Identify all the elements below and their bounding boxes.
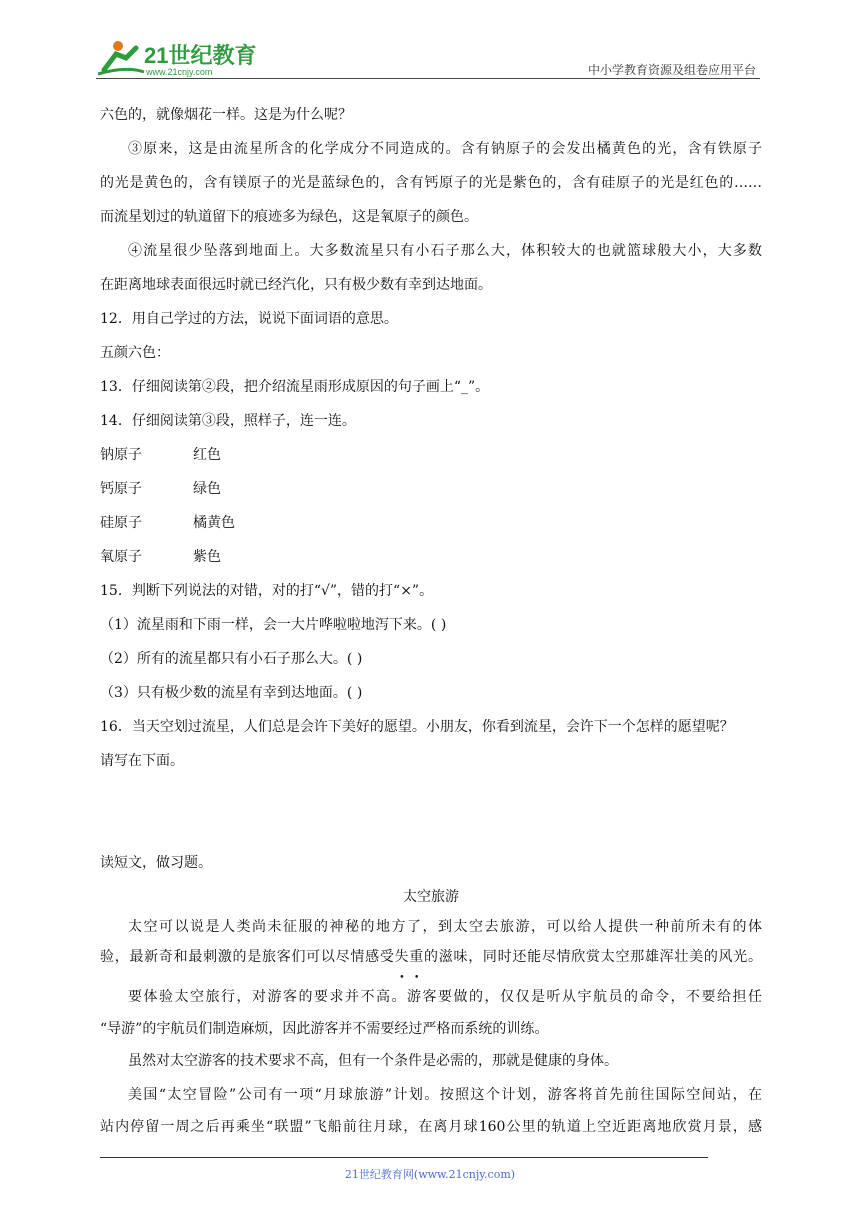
matching-left: 钠原子 [100, 447, 142, 463]
passage-line [100, 940, 762, 974]
passage-line: 虽然对太空游客的技术要求不高，但有一个条件是必需的，那就是健康的身体。 [128, 1053, 618, 1069]
matching-right: 红色 [193, 447, 221, 463]
matching-left: 硅原子 [100, 515, 142, 531]
header-divider [96, 78, 760, 79]
site-logo [96, 36, 266, 78]
logo-url: www.21cnjy.com [146, 67, 213, 77]
passage-line: 美国“太空冒险”公司有一项“月球旅游”计划。按照这个计划，游客将首先前往国际空间站，在 [128, 1087, 762, 1103]
question-15: 15．判断下列说法的对错，对的打“√”，错的打“×”。 [100, 583, 434, 599]
question-15-1: （1）流星雨和下雨一样，会一大片哗啦啦地泻下来。( ) [100, 617, 447, 633]
matching-right: 紫色 [193, 549, 221, 565]
matching-row [100, 472, 762, 506]
passage-title: 太空旅游 [403, 889, 459, 905]
passage-text: 的滋味，同时还能尽情欣赏太空那雄浑壮美的风光。 [424, 949, 763, 965]
passage-line: 要体验太空旅行，对游客的要求并不高。游客要做的，仅仅是听从宇航员的命令，不要给担任 [128, 989, 762, 1005]
passage-line: 太空可以说是人类尚未征服的神秘的地方了，到太空去旅游，可以给人提供一种前所未有的体 [128, 919, 762, 935]
matching-left: 钙原子 [100, 481, 142, 497]
text-line: 的光是黄色的，含有镁原子的光是蓝绿色的，含有钙原子的光是紫色的，含有硅原子的光是红色的…… [100, 175, 762, 191]
matching-row [100, 506, 762, 540]
text-line: ④流星很少坠落到地面上。大多数流星只有小石子那么大，体积较大的也就篮球般大小，大多数 [128, 243, 762, 259]
question-15-2: （2）所有的流星都只有小石子那么大。( ) [100, 651, 363, 667]
footer-divider [100, 1157, 708, 1158]
question-16-cont: 请写在下面。 [100, 753, 184, 769]
matching-row [100, 540, 762, 574]
passage-text: 验，最新奇和最刺激的是旅客们可以尽情感受 [100, 949, 395, 965]
matching-row [100, 438, 762, 472]
passage-line: “导游”的宇航员们制造麻烦，因此游客并不需要经过严格而系统的训练。 [100, 1021, 549, 1037]
question-16: 16．当天空划过流星，人们总是会许下美好的愿望。小朋友，你看到流星，会许下一个怎样的愿望呢？ [100, 719, 734, 735]
matching-right: 橘黄色 [193, 515, 235, 531]
text-line: 六色的，就像烟花一样。这是为什么呢？ [100, 107, 352, 123]
header-platform-text: 中小学教育资源及组卷应用平台 [587, 63, 756, 77]
text-line: ③原来，这是由流星所含的化学成分不同造成的。含有钠原子的会发出橘黄色的光，含有铁原子 [128, 141, 762, 157]
reading-instruction: 读短文，做习题。 [100, 855, 212, 871]
footer-link[interactable]: 21世纪教育网(www.21cnjy.com) [344, 1168, 516, 1181]
text-line: 而流星划过的轨道留下的痕迹多为绿色，这是氧原子的颜色。 [100, 209, 478, 225]
question-12-item: 五颜六色： [100, 345, 170, 361]
matching-right: 绿色 [193, 481, 221, 497]
text-line: 在距离地球表面很远时就已经汽化，只有极少数有幸到达地面。 [100, 277, 492, 293]
question-13: 13．仔细阅读第②段，把介绍流星雨形成原因的句子画上“_”。 [100, 379, 490, 395]
question-15-3: （3）只有极少数的流星有幸到达地面。( ) [100, 685, 363, 701]
logo-text: 21世纪教育 [144, 43, 257, 68]
matching-left: 氧原子 [100, 549, 142, 565]
dotted-char: 重 [409, 949, 425, 965]
question-14: 14．仔细阅读第③段，照样子，连一连。 [100, 413, 356, 429]
dotted-char: 失 [394, 949, 410, 965]
passage-line: 站内停留一周之后再乘坐“联盟”飞船前往月球，在离月球160公里的轨道上空近距离地欣赏月景，感 [100, 1119, 762, 1135]
question-12: 12．用自己学过的方法，说说下面词语的意思。 [100, 311, 398, 327]
